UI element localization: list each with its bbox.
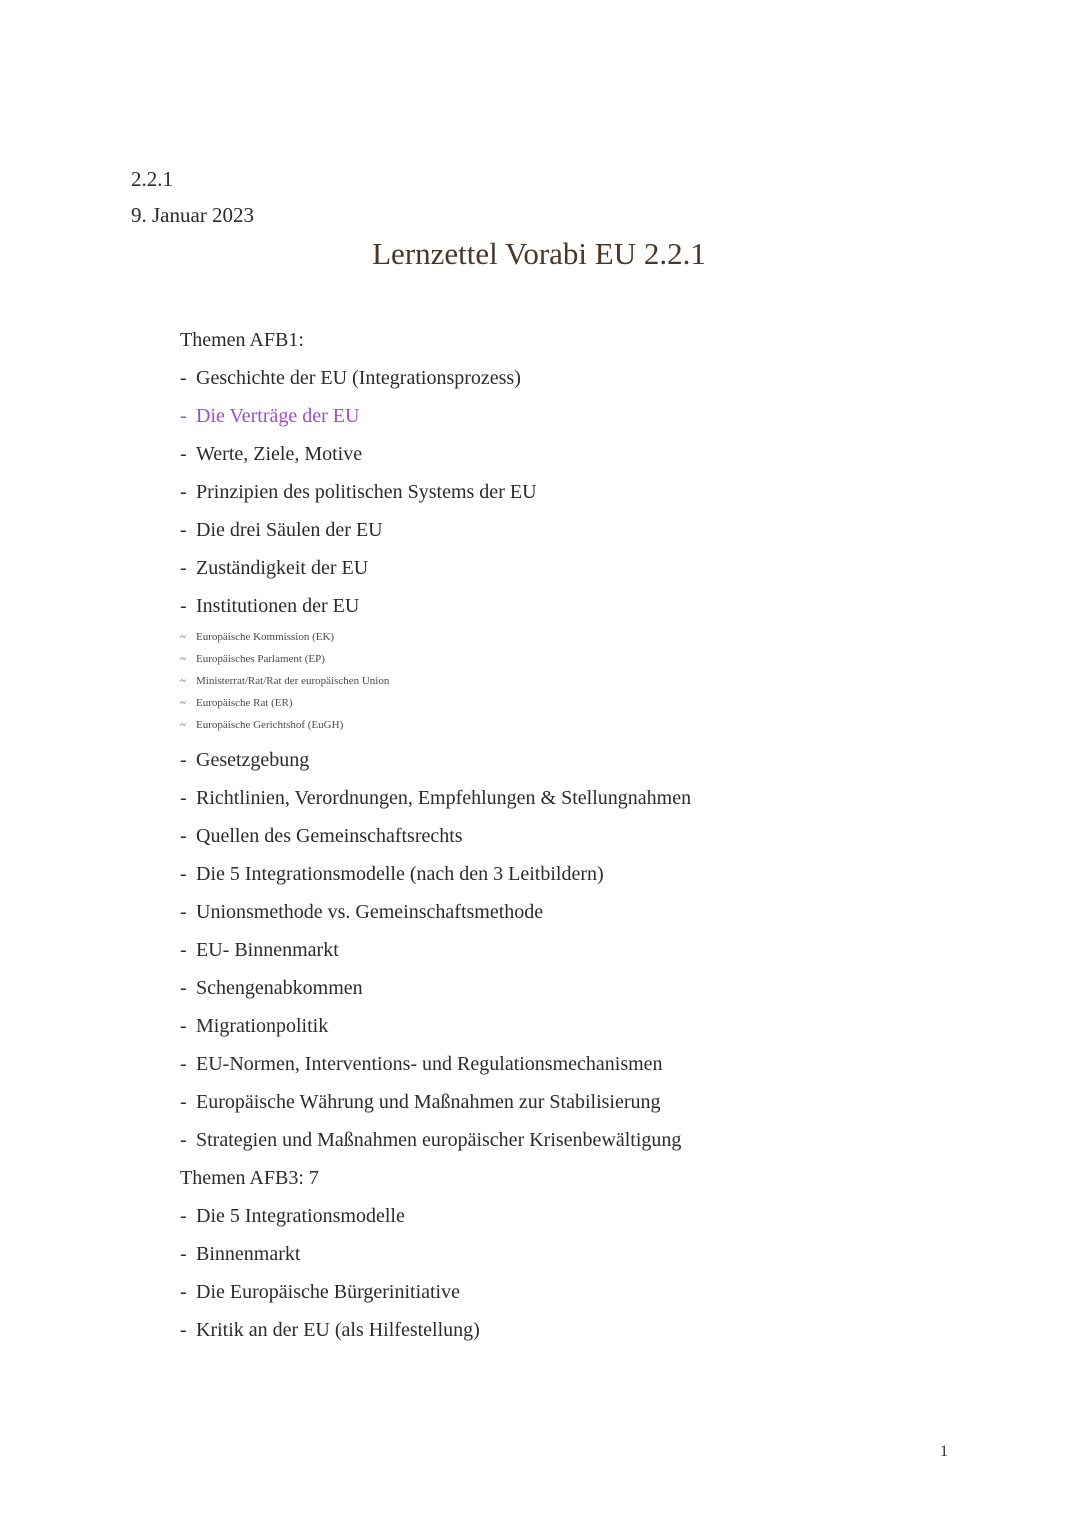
list-item: - Richtlinien, Verordnungen, Empfehlungen & Stellungnahmen <box>180 787 692 809</box>
document-date: 9. Januar 2023 <box>131 203 255 227</box>
list-item-text: Quellen des Gemeinschaftsrechts <box>196 825 463 847</box>
section-heading-afb3: Themen AFB3: 7 <box>180 1167 319 1189</box>
list-item: - Die drei Säulen der EU <box>180 519 383 541</box>
list-item: - Geschichte der EU (Integrationsprozess) <box>180 367 521 389</box>
list-item-text: Europäische Währung und Maßnahmen zur Stabilisierung <box>196 1091 661 1113</box>
list-item: - Europäische Währung und Maßnahmen zur Stabilisierung <box>180 1091 661 1113</box>
list-item-text: Schengenabkommen <box>196 977 363 999</box>
list-item-text: Institutionen der EU <box>196 595 360 617</box>
list-item-text: Die 5 Integrationsmodelle (nach den 3 Leitbildern) <box>196 863 604 885</box>
sub-list-item: ~ Europäische Rat (ER) <box>180 697 293 709</box>
list-item: - Gesetzgebung <box>180 749 310 771</box>
list-item-text: Die drei Säulen der EU <box>196 519 383 541</box>
list-item: - Quellen des Gemeinschaftsrechts <box>180 825 463 847</box>
list-item: - Kritik an der EU (als Hilfestellung) <box>180 1319 480 1341</box>
sub-list-item: ~ Europäische Gerichtshof (EuGH) <box>180 719 344 731</box>
list-item-text: Zuständigkeit der EU <box>196 557 369 579</box>
list-item-text: Strategien und Maßnahmen europäischer Krisenbewältigung <box>196 1129 682 1151</box>
list-item: - Werte, Ziele, Motive <box>180 443 363 465</box>
sub-list-item: ~ Ministerrat/Rat/Rat der europäischen Union <box>180 675 390 687</box>
list-item: - Binnenmarkt <box>180 1243 301 1265</box>
list-item: - Prinzipien des politischen Systems der EU <box>180 481 537 503</box>
section-heading-afb1: Themen AFB1: <box>180 329 304 351</box>
list-item-text: Binnenmarkt <box>196 1243 301 1265</box>
sub-list-item-text: Europäische Kommission (EK) <box>196 631 335 643</box>
sub-list-item-text: Ministerrat/Rat/Rat der europäischen Union <box>196 675 390 687</box>
page-number: 1 <box>940 1443 948 1460</box>
sub-list-item-text: Europäisches Parlament (EP) <box>196 653 325 665</box>
topics-list <box>180 324 1030 1352</box>
list-item: - Unionsmethode vs. Gemeinschaftsmethode <box>180 901 544 923</box>
list-item-text: Gesetzgebung <box>196 749 310 771</box>
list-item: - Zuständigkeit der EU <box>180 557 369 579</box>
sub-list-item-text: Europäische Rat (ER) <box>196 697 293 709</box>
list-item-text: Kritik an der EU (als Hilfestellung) <box>196 1319 480 1341</box>
list-item-text: Die Verträge der EU <box>196 405 360 427</box>
sub-list-item: ~ Europäische Kommission (EK) <box>180 631 335 643</box>
list-item: - Schengenabkommen <box>180 977 363 999</box>
list-item: - EU- Binnenmarkt <box>180 939 339 961</box>
list-item-text: Migrationpolitik <box>196 1015 329 1037</box>
list-item-text: Unionsmethode vs. Gemeinschaftsmethode <box>196 901 544 923</box>
list-item: - EU-Normen, Interventions- und Regulationsmechanismen <box>180 1053 663 1075</box>
institutions-sublist <box>180 630 1030 740</box>
list-item: - Die 5 Integrationsmodelle <box>180 1205 405 1227</box>
document-number: 2.2.1 <box>131 167 173 191</box>
list-item-highlighted: - Die Verträge der EU <box>180 405 360 427</box>
list-item-text: Geschichte der EU (Integrationsprozess) <box>196 367 521 389</box>
page-title: Lernzettel Vorabi EU 2.2.1 <box>372 236 706 271</box>
list-item-text: EU- Binnenmarkt <box>196 939 339 961</box>
list-item-text: Die 5 Integrationsmodelle <box>196 1205 405 1227</box>
list-item-text: EU-Normen, Interventions- und Regulationsmechanismen <box>196 1053 663 1075</box>
list-item: - Institutionen der EU <box>180 595 360 617</box>
list-item: - Die Europäische Bürgerinitiative <box>180 1281 460 1303</box>
list-item: - Strategien und Maßnahmen europäischer Krisenbewältigung <box>180 1129 682 1151</box>
sub-list-item: ~ Europäisches Parlament (EP) <box>180 653 325 665</box>
list-item-text: Prinzipien des politischen Systems der EU <box>196 481 537 503</box>
list-item-text: Richtlinien, Verordnungen, Empfehlungen & Stellungnahmen <box>196 787 692 809</box>
list-item: - Die 5 Integrationsmodelle (nach den 3 Leitbildern) <box>180 863 604 885</box>
list-item: - Migrationpolitik <box>180 1015 329 1037</box>
list-item-text: Werte, Ziele, Motive <box>196 443 363 465</box>
list-item-text: Die Europäische Bürgerinitiative <box>196 1281 460 1303</box>
sub-list-item-text: Europäische Gerichtshof (EuGH) <box>196 719 344 731</box>
